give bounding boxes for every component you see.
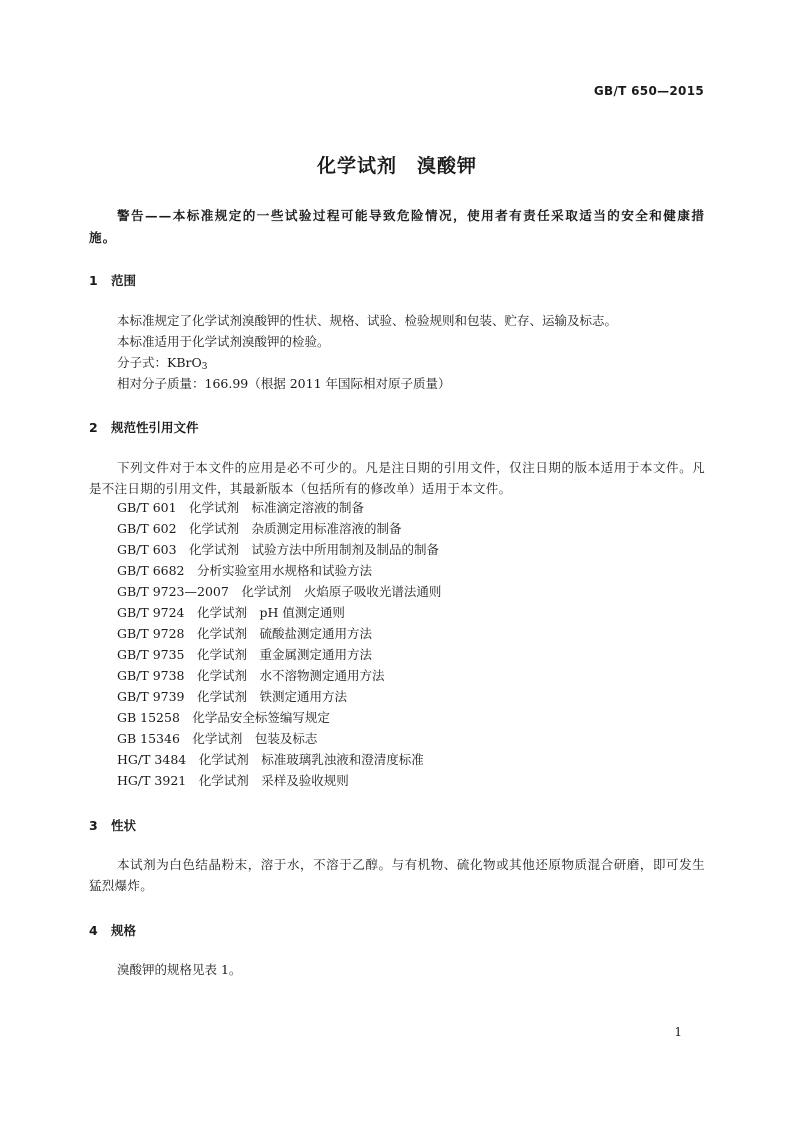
reference-doc: HG/T 3484 化学试剂 标准玻璃乳浊液和澄清度标准 — [117, 752, 424, 767]
reference-doc: GB 15258 化学品安全标签编写规定 — [117, 710, 330, 725]
references-intro: 下列文件对于本文件的应用是必不可少的。凡是注日期的引用文件，仅注日期的版本适用于本文件。凡是不注日期的引用文件，其最新版本（包括所有的修改单）适用于本文件。 — [89, 460, 705, 496]
document-title: 化学试剂 溴酸钾 — [316, 155, 477, 177]
section-4-heading — [89, 921, 136, 939]
reference-doc: GB 15346 化学试剂 包装及标志 — [117, 731, 318, 746]
section-number: 4 — [89, 923, 98, 938]
reference-doc: GB/T 9738 化学试剂 水不溶物测定通用方法 — [117, 668, 385, 683]
reference-doc: GB/T 603 化学试剂 试验方法中所用制剂及制品的制备 — [117, 542, 440, 557]
molecular-mass: 相对分子质量：166.99（根据 2011 年国际相对原子质量） — [117, 376, 451, 391]
formula-label: 分子式： — [117, 355, 168, 370]
scope-line-2: 本标准适用于化学试剂溴酸钾的检验。 — [117, 334, 330, 349]
section-title: 范围 — [111, 273, 137, 288]
reference-doc: HG/T 3921 化学试剂 采样及验收规则 — [117, 773, 349, 788]
section-number: 3 — [89, 818, 98, 833]
reference-doc: GB/T 9724 化学试剂 pH 值测定通则 — [117, 605, 345, 620]
reference-doc: GB/T 602 化学试剂 杂质测定用标准溶液的制备 — [117, 521, 402, 536]
section-1-heading — [89, 271, 136, 289]
standard-code: GB/T 650—2015 — [593, 84, 704, 98]
molecular-formula — [117, 354, 208, 372]
reference-doc: GB/T 9728 化学试剂 硫酸盐测定通用方法 — [117, 626, 373, 641]
reference-doc: GB/T 9723—2007 化学试剂 火焰原子吸收光谱法通则 — [117, 584, 442, 599]
reference-doc: GB/T 6682 分析实验室用水规格和试验方法 — [117, 563, 373, 578]
safety-warning: 警告——本标准规定的一些试验过程可能导致危险情况，使用者有责任采取适当的安全和健康措施。 — [89, 208, 705, 245]
reference-doc: GB/T 9735 化学试剂 重金属测定通用方法 — [117, 647, 373, 662]
reference-doc: GB/T 9739 化学试剂 铁测定通用方法 — [117, 689, 348, 704]
section-number: 1 — [89, 273, 98, 288]
page-number: 1 — [674, 1025, 682, 1039]
properties-text: 本试剂为白色结晶粉末，溶于水，不溶于乙醇。与有机物、硫化物或其他还原物质混合研磨，即可发生猛烈爆炸。 — [89, 857, 705, 893]
section-title: 性状 — [111, 818, 137, 833]
formula-main: KBrO — [167, 355, 202, 370]
formula-subscript: 3 — [201, 362, 208, 372]
section-title: 规范性引用文件 — [111, 420, 199, 435]
section-2-heading — [89, 418, 199, 436]
specification-text: 溴酸钾的规格见表 1。 — [117, 962, 242, 977]
section-number: 2 — [89, 420, 98, 435]
reference-doc: GB/T 601 化学试剂 标准滴定溶液的制备 — [117, 500, 365, 515]
scope-line-1: 本标准规定了化学试剂溴酸钾的性状、规格、试验、检验规则和包装、贮存、运输及标志。 — [117, 313, 618, 328]
section-3-heading — [89, 816, 136, 834]
section-title: 规格 — [111, 923, 137, 938]
